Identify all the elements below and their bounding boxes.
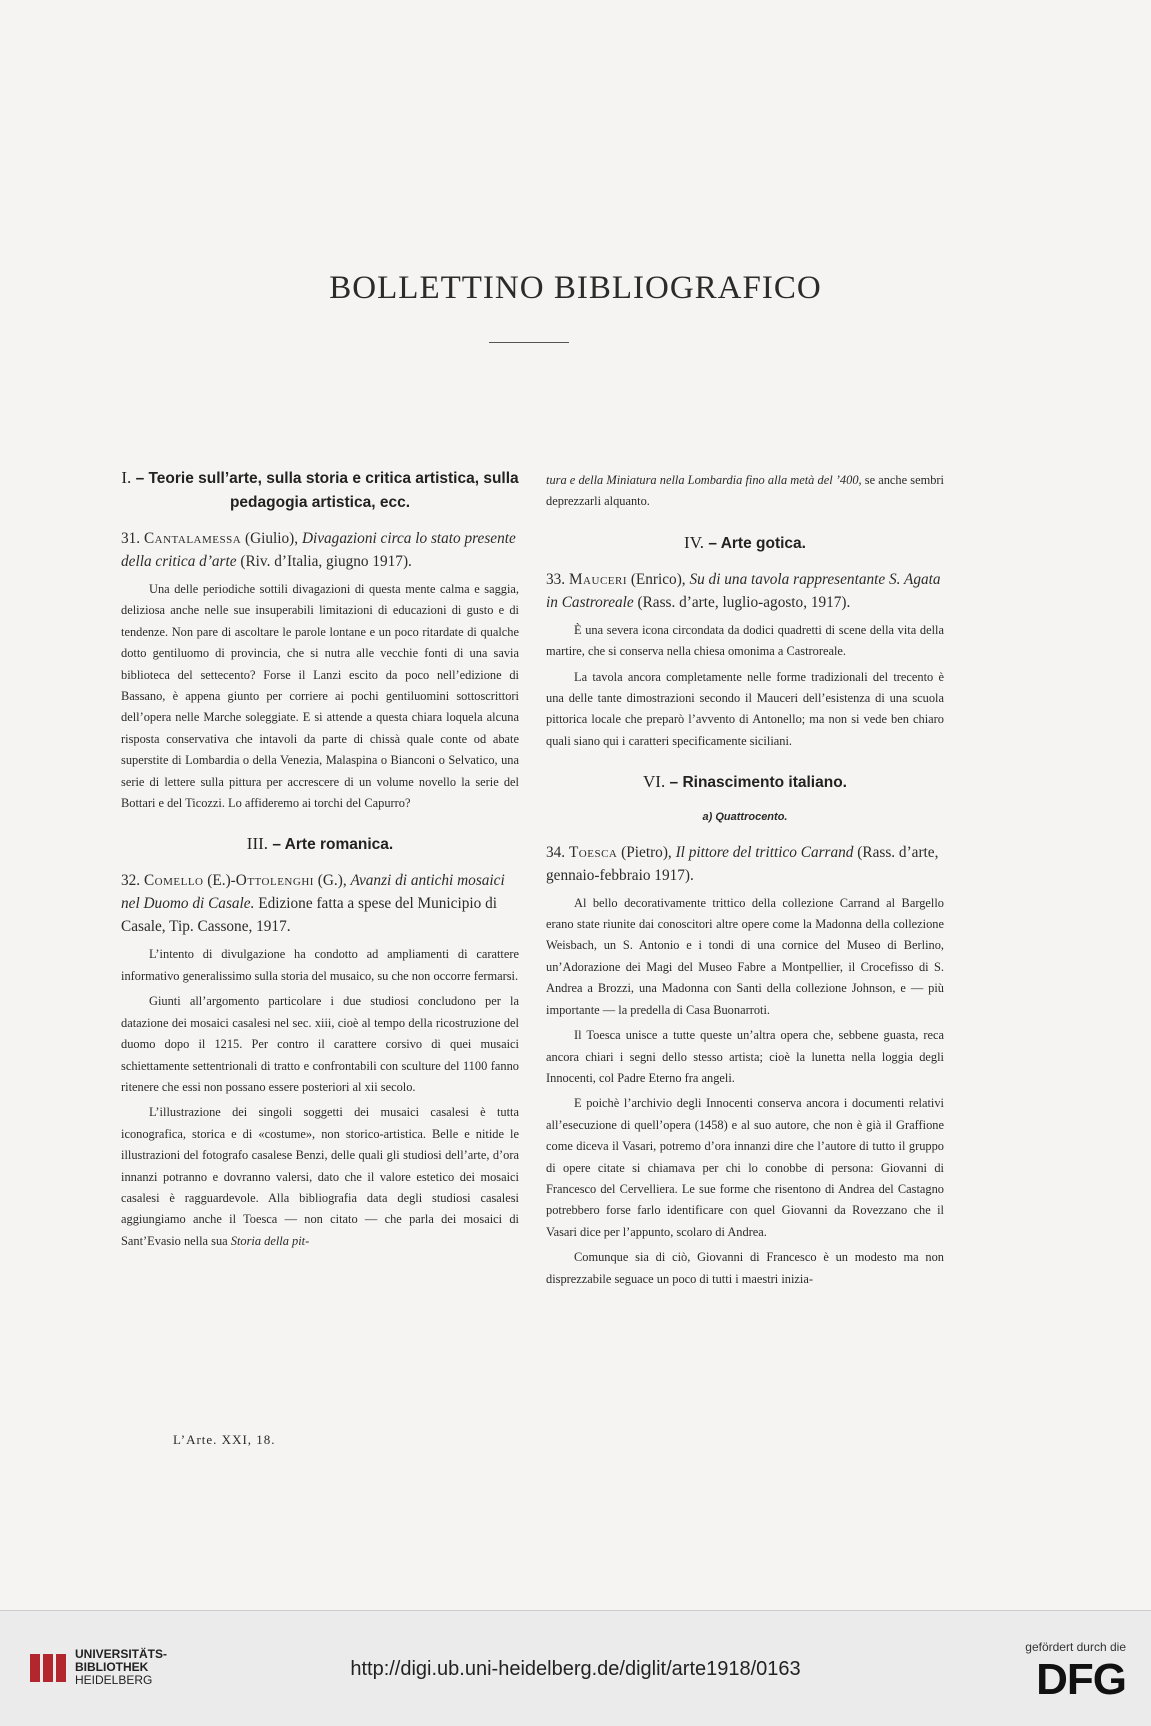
entry-32-heading xyxy=(121,869,519,938)
page-title: BOLLETTINO BIBLIOGRAFICO xyxy=(329,270,822,306)
continuation-rest: se anche sembri deprezzarli alquanto. xyxy=(546,473,944,509)
entry-33-text-1: È una severa icona circondata da dodici quadretti di scene della vita della martire, che si conserva nella chiesa omonima a Castroreale. xyxy=(546,622,944,659)
entry-34-text-4: Comunque sia di ciò, Giovanni di Francesco è un modesto ma non disprezzabile seguace un poco di tutti i maestri inizia- xyxy=(546,1250,944,1286)
section-title-text: – Rinascimento italiano. xyxy=(669,774,847,792)
section-number: IV. xyxy=(684,532,705,552)
entry-source: (Rass. d’arte, gennaio-febbraio 1917). xyxy=(546,843,939,884)
entry-title: Su di una tavola rappresentante S. Agata in Castroreale xyxy=(546,570,941,611)
entry-number: 32. xyxy=(121,872,141,890)
entry-33-heading xyxy=(546,568,944,614)
entry-source: (Riv. d’Italia, giugno 1917). xyxy=(236,553,412,570)
entry-32-text-3-italic: Storia della pit- xyxy=(230,1233,310,1248)
signature-mark: L’Arte. XXI, 18. xyxy=(173,1432,276,1447)
entry-34-heading xyxy=(546,841,944,887)
section-heading-6 xyxy=(546,770,944,795)
section-heading-1 xyxy=(121,466,519,515)
section-heading-3 xyxy=(121,832,519,857)
entry-34-text-1: Al bello decorativamente trittico della collezione Carrand al Bargello erano state riunite dai conoscitori altre opere come la Madonna della collezione Weisbach, un S. Antonio e i tondi di una cornice del Museo di Berlino, un’Adorazione dei Magi del Museo Fabre a Montpellier, il Crocefisso di S. Andrea a Brozzi, una Madonna con Santi della collezione Johnson, e — più importante — la predella di Casa Buonarroti. xyxy=(546,895,944,1017)
entry-number: 33. xyxy=(546,570,566,588)
entry-author: Comello xyxy=(143,872,204,890)
entry-33-text-2: La tavola ancora completamente nelle forme tradizionali del trecento è una delle tante dimostrazioni secondo il Mauceri dell’esistenza di una scuola pittorica locale che preparò l’avvento di Antonello; ma non si vede ben chiaro quali siano qui i caratteri specificamente siciliani. xyxy=(546,669,944,748)
right-column xyxy=(546,470,944,1294)
entry-32-text-3 xyxy=(121,1102,519,1252)
entry-number: 34. xyxy=(546,843,566,861)
entry-author-rest: (E.)- xyxy=(203,872,236,890)
subsection-heading: a) Quattrocento. xyxy=(702,811,788,824)
entry-31-text: Una delle periodiche sottili divagazioni di questa mente calma e saggia, deliziosa anche nelle sue insuperabili limitazioni di educazioni di gusto e di tendenze. Non pare di ascoltare le parole lontane e un poco ritardate di qualche dotto gentiluomo di provincia, che si nutra alle vecchie fonti di una savia biblioteca del settecento? Forse il Lanzi escito da poco nell’edizione di Bassano, è appena giunto per corriere ai pochi gentiluomini sottoscrittori dell’opera nelle Marche soleggiate. E si attende a questa chiara loquela alcuna risposta conservativa che intavoli da parte di chissà quale conte od abate superstite di Lombardia o della Venezia, Malaspina o Bianconi o Selvatico, una serie di lettere sulla pittura per accrescere di un volume novello la serie del Bottari e del Ticozzi. Lo affideremo ai torchi del Capurro? xyxy=(121,582,519,811)
entry-32-text-1: L’intento di divulgazione ha condotto ad ampliamenti di carattere informativo generalissimo sulla storia del musaico, su che non occorre fermarsi. xyxy=(121,947,519,983)
dfg-logo: DFG xyxy=(1036,1655,1126,1704)
section-heading-4 xyxy=(546,531,944,556)
library-line-1: UNIVERSITÄTS- xyxy=(75,1647,168,1661)
left-column xyxy=(121,466,519,1256)
section-title-text: – Arte gotica. xyxy=(708,534,806,552)
section-title-text: – Teorie sull’arte, sulla storia e critica artistica, sulla pedagogia artistica, ecc. xyxy=(135,470,519,511)
entry-title: Il pittore del trittico Carrand xyxy=(675,843,854,861)
entry-31-heading xyxy=(121,527,519,573)
title-rule xyxy=(489,342,569,343)
entry-32-text-2: Giunti all’argomento particolare i due studiosi concludono per la datazione dei mosaici casalesi nel sec. xiii, cioè al tempo della ricostruzione del duomo dopo il 1215. Per contro il carattere corsivo di quei musaici schiettamente settentrionali di tratto e confrontabili con sculture del 1100 fanno ritenere che essi non possano essere posteriori al xii secolo. xyxy=(121,994,519,1094)
library-line-2: BIBLIOTHEK xyxy=(75,1660,149,1674)
library-line-3: HEIDELBERG xyxy=(75,1673,153,1687)
entry-title: Divagazioni circa lo stato presente della critica d’arte xyxy=(121,530,516,570)
permalink-url[interactable]: http://digi.ub.uni-heidelberg.de/diglit/arte1918/0163 xyxy=(350,1658,801,1680)
section-number: III. xyxy=(246,834,269,854)
entry-author-rest: (Pietro), xyxy=(617,843,676,861)
entry-author: Mauceri xyxy=(568,570,627,588)
entry-author: Cantalamessa xyxy=(143,530,242,547)
entry-author-2-rest: (G.), xyxy=(313,872,351,890)
entry-author: Toesca xyxy=(568,843,618,861)
entry-author-rest: (Enrico), xyxy=(627,570,690,588)
section-number: I. xyxy=(121,468,132,487)
entry-source: (Rass. d’arte, luglio-agosto, 1917). xyxy=(633,593,851,611)
continuation-text xyxy=(546,470,944,513)
continuation-italic: tura e della Miniatura nella Lombardia fino alla metà del ’400, xyxy=(546,473,862,487)
entry-34-text-3: E poichè l’archivio degli Innocenti conserva ancora i documenti relativi all’esecuzione di quell’opera (1458) e al suo autore, che non è già il Graffione come diceva il Vasari, potremo d’ora innanzi dire che l’autore di tutto il gruppo di opere citate si chiamava per chi lo conobbe di persona: Giovanni di Francesco del Cervelliera. Le sue forme che risentono di Andrea del Castagno potrebbero forse farlo identificare con quel Giovanni da Rovezzano che il Vasari dice per l’appunto, scolaro di Andrea. xyxy=(546,1096,944,1239)
entry-34-text-2: Il Toesca unisce a tutte queste un’altra opera che, sebbene guasta, reca ancora chiari i segni dello stesso artista; cioè la lunetta nella loggia degli Innocenti, col Padre Eterno fra angeli. xyxy=(546,1028,944,1085)
entry-author-rest: (Giulio), xyxy=(241,530,302,547)
entry-author-2: Ottolenghi xyxy=(235,872,314,890)
entry-title: Avanzi di antichi mosaici nel Duomo di Casale. xyxy=(121,872,505,913)
section-number: VI. xyxy=(643,772,666,792)
funded-by-label: gefördert durch die xyxy=(1025,1640,1126,1654)
section-title-text: – Arte romanica. xyxy=(272,836,394,854)
entry-number: 31. xyxy=(121,530,141,547)
entry-source: Edizione fatta a spese del Municipio di Casale, Tip. Cassone, 1917. xyxy=(121,895,497,936)
entry-32-text-3-main: L’illustrazione dei singoli soggetti dei musaici casalesi è tutta iconografica, storica e di «costume», non storico-artistica. Belle e nitide le illustrazioni del fotografo casalese Benzi, delle quali gli studiosi dell’arte, d’ora innanzi potranno e dovranno valersi, dato che il valore estetico dei mosaici casalesi è ragguardevole. Alla bibliografia data degli studiosi casalesi aggiungiamo anche il Toesca — non citato — che parla dei mosaici di Sant’Evasio nella sua xyxy=(121,1105,519,1248)
